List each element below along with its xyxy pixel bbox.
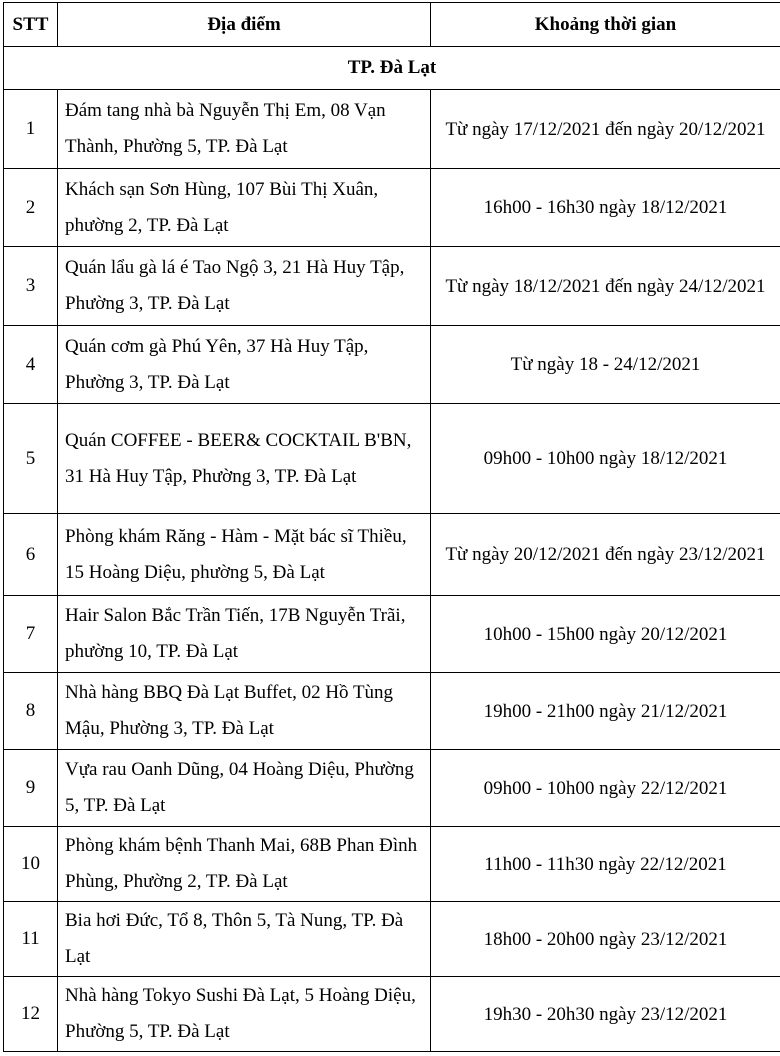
table-row (4, 902, 780, 977)
row-location: Đám tang nhà bà Nguyễn Thị Em, 08 Vạn Thành, Phường 5, TP. Đà Lạt (58, 90, 431, 169)
table-row (4, 326, 780, 404)
table-row (4, 596, 780, 673)
row-stt: 12 (4, 977, 58, 1052)
header-location: Địa điểm (58, 3, 431, 47)
row-time: 09h00 - 10h00 ngày 22/12/2021 (431, 750, 780, 827)
row-time: Từ ngày 17/12/2021 đến ngày 20/12/2021 (431, 90, 780, 169)
table-row (4, 514, 780, 596)
row-location: Hair Salon Bắc Trần Tiến, 17B Nguyễn Trãi, phường 10, TP. Đà Lạt (58, 596, 431, 673)
group-row (4, 47, 780, 90)
header-row (4, 3, 780, 47)
table-row (4, 827, 780, 902)
row-stt: 7 (4, 596, 58, 673)
row-stt: 1 (4, 90, 58, 169)
row-stt: 4 (4, 326, 58, 404)
table-row (4, 90, 780, 169)
table-row (4, 977, 780, 1052)
row-stt: 8 (4, 673, 58, 750)
locations-table (3, 2, 780, 1052)
row-location: Phòng khám Răng - Hàm - Mặt bác sĩ Thiều, 15 Hoàng Diệu, phường 5, Đà Lạt (58, 514, 431, 596)
row-stt: 11 (4, 902, 58, 977)
row-location: Nhà hàng Tokyo Sushi Đà Lạt, 5 Hoàng Diệu, Phường 5, TP. Đà Lạt (58, 977, 431, 1052)
table-row (4, 169, 780, 247)
table-row (4, 404, 780, 514)
row-location: Quán COFFEE - BEER& COCKTAIL B'BN, 31 Hà Huy Tập, Phường 3, TP. Đà Lạt (58, 404, 431, 514)
row-time: 19h00 - 21h00 ngày 21/12/2021 (431, 673, 780, 750)
row-time: Từ ngày 18/12/2021 đến ngày 24/12/2021 (431, 247, 780, 326)
table-row (4, 750, 780, 827)
row-stt: 5 (4, 404, 58, 514)
row-time: 11h00 - 11h30 ngày 22/12/2021 (431, 827, 780, 902)
table-row (4, 673, 780, 750)
table-row (4, 247, 780, 326)
row-location: Bia hơi Đức, Tổ 8, Thôn 5, Tà Nung, TP. Đà Lạt (58, 902, 431, 977)
row-time: 18h00 - 20h00 ngày 23/12/2021 (431, 902, 780, 977)
row-stt: 3 (4, 247, 58, 326)
row-time: Từ ngày 20/12/2021 đến ngày 23/12/2021 (431, 514, 780, 596)
row-stt: 9 (4, 750, 58, 827)
row-time: 19h30 - 20h30 ngày 23/12/2021 (431, 977, 780, 1052)
row-time: Từ ngày 18 - 24/12/2021 (431, 326, 780, 404)
row-time: 09h00 - 10h00 ngày 18/12/2021 (431, 404, 780, 514)
row-location: Quán cơm gà Phú Yên, 37 Hà Huy Tập, Phường 3, TP. Đà Lạt (58, 326, 431, 404)
row-location: Phòng khám bệnh Thanh Mai, 68B Phan Đình Phùng, Phường 2, TP. Đà Lạt (58, 827, 431, 902)
row-stt: 6 (4, 514, 58, 596)
row-stt: 10 (4, 827, 58, 902)
header-stt: STT (4, 3, 58, 47)
row-location: Quán lẩu gà lá é Tao Ngộ 3, 21 Hà Huy Tập, Phường 3, TP. Đà Lạt (58, 247, 431, 326)
group-title: TP. Đà Lạt (4, 47, 780, 90)
row-location: Nhà hàng BBQ Đà Lạt Buffet, 02 Hồ Tùng Mậu, Phường 3, TP. Đà Lạt (58, 673, 431, 750)
row-time: 16h00 - 16h30 ngày 18/12/2021 (431, 169, 780, 247)
row-time: 10h00 - 15h00 ngày 20/12/2021 (431, 596, 780, 673)
header-time: Khoảng thời gian (431, 3, 780, 47)
row-location: Khách sạn Sơn Hùng, 107 Bùi Thị Xuân, phường 2, TP. Đà Lạt (58, 169, 431, 247)
row-location: Vựa rau Oanh Dũng, 04 Hoàng Diệu, Phường 5, TP. Đà Lạt (58, 750, 431, 827)
row-stt: 2 (4, 169, 58, 247)
